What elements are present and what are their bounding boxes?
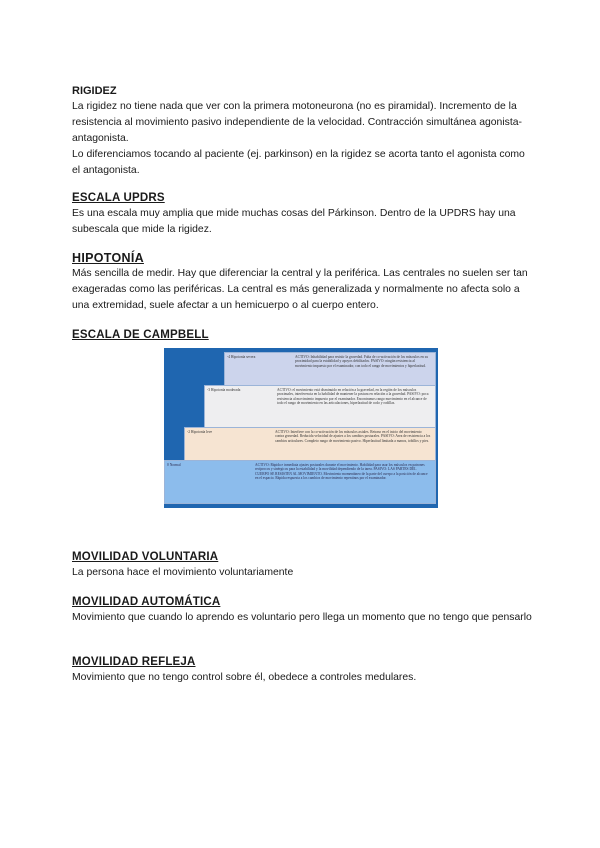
step-text: ACTIVO: Interfiere con la co-activación de los músculos axiales. Retraso en el inicio del movimiento contra gravedad. Reducida velocidad de ajustes a los cambios posturales. PASIVO: Area de resistencia a los cambios articulares. Completo rango de movimiento pasivo. Hiperlaxitud limitada a manos, tobillos y pies.	[275, 430, 431, 443]
campbell-step-normal	[164, 460, 436, 504]
section-voluntaria	[72, 550, 532, 581]
paragraph-automatica: Movimiento que cuando lo aprendo es voluntario pero llega un momento que no tengo que pensarlo	[72, 612, 532, 623]
step-text: ACTIVO: Rápida e inmediata ajustes posturales durante el movimiento. Habilidad para usar los músculos en patrones recíprocos y sinérgicos para la estabilidad y la movilidad dependiendo de la tarea. PASIVO: LAS PARTES DEL CUERPO SE RESISTEN AL MOVIMIENTO. Movimiento momentáneo de la parte del cuerpo a la posición de alcance en el espacio. Rápida respuesta a los cambios de movimiento repentinos por el examinador.	[255, 463, 428, 480]
section-rigidez	[72, 84, 532, 179]
heading-hipotonia: HIPOTONÍA	[72, 251, 144, 265]
heading-updrs: ESCALA UPDRS	[72, 192, 165, 204]
paragraph-updrs: Es una escala muy amplia que mide muchas cosas del Párkinson. Dentro de la UPDRS hay una subescala que mide la rigidez.	[72, 208, 516, 235]
section-updrs	[72, 191, 532, 238]
campbell-step-severe	[224, 352, 436, 387]
step-text: ACTIVO: Inhabilidad para resistir la gravedad. Falta de co-activación de los músculos en su proximidad para la estabilidad y apoyos debilitados. PASIVO: ningún resistencia al movimiento impuesto por el examinador, con todo el rango de movimientos y hiperlaxitud.	[295, 355, 428, 368]
campbell-step-moderate	[204, 385, 436, 429]
step-label: 0 Normal	[167, 463, 181, 467]
heading-campbell: ESCALA DE CAMPBELL	[72, 329, 209, 341]
paragraph-voluntaria: La persona hace el movimiento voluntariamente	[72, 567, 294, 578]
paragraph-refleja: Movimiento que no tengo control sobre él, obedece a controles medulares.	[72, 672, 417, 683]
campbell-step-mild	[184, 427, 436, 462]
paragraph-rigidez-2: Lo diferenciamos tocando al paciente (ej. parkinson) en la rigidez se acorta tanto el agonista como el antagonista.	[72, 149, 525, 176]
heading-voluntaria: MOVILIDAD VOLUNTARIA	[72, 551, 219, 563]
section-hipotonia	[72, 250, 532, 314]
section-automatica	[72, 595, 532, 626]
campbell-scale-figure	[164, 348, 438, 508]
section-refleja	[72, 655, 532, 686]
step-label: -3 Hipotonía moderada	[207, 388, 241, 392]
paragraph-rigidez-1: La rigidez no tiene nada que ver con la primera motoneurona (no es piramidal). Incremento de la resistencia al movimiento pasivo independiente de la velocidad. Contracción simultánea agonista-antagonista.	[72, 101, 522, 144]
heading-refleja: MOVILIDAD REFLEJA	[72, 656, 196, 668]
step-text: ACTIVO: el movimiento está disminuido en relación a la gravedad, en la región de los músculos proximales, interferencia en la habilidad de mantener la postura en relación a la gravedad. PASIVO: poca resistencia al movimiento impuesto por el examinador. Encontramos rango movimiento en el alcance de todo el rango de movimiento en las articulaciones, hiperlaxitud de codo y rodillas.	[277, 388, 429, 405]
step-label: -4 Hipotonía severa	[227, 355, 256, 359]
section-campbell	[72, 328, 532, 343]
paragraph-hipotonia: Más sencilla de medir. Hay que diferenciar la central y la periférica. Las centrales no suelen ser tan exageradas como las periféricas. La central es más generalizada y normalmente no afecta solo a una extremidad, suele afectar a un hemicuerpo o al cuerpo entero.	[72, 268, 528, 311]
heading-automatica: MOVILIDAD AUTOMÁTICA	[72, 596, 221, 608]
heading-rigidez: RIGIDEZ	[72, 85, 117, 97]
step-label: -2 Hipotonía leve	[187, 430, 213, 434]
